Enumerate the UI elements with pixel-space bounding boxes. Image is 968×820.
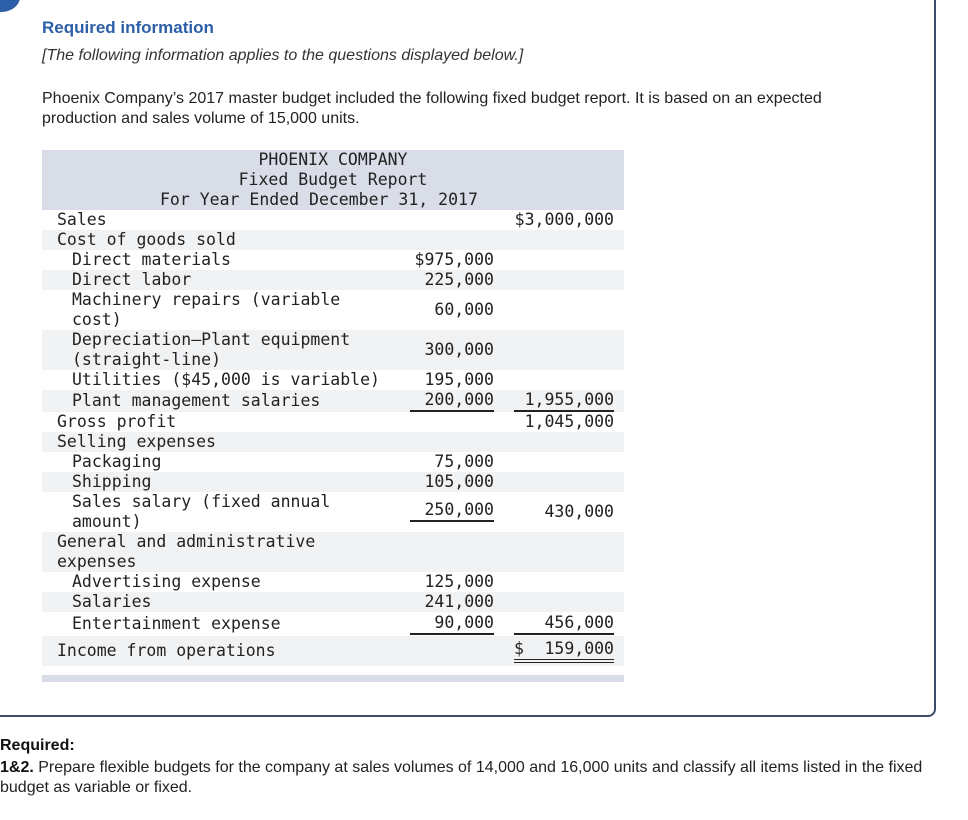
row-cogs <box>42 230 624 250</box>
amount-detail: 200,000 <box>410 390 494 412</box>
amount-detail: 90,000 <box>410 613 494 635</box>
row-plant-management <box>42 390 624 412</box>
amount-detail: $975,000 <box>414 250 494 269</box>
row-advertising <box>42 572 624 592</box>
fixed-budget-report <box>42 150 624 666</box>
row-gross-profit <box>42 412 624 432</box>
task-number: 1&2. <box>0 759 34 776</box>
row-label: Sales salary (fixed annual amount) <box>72 492 341 531</box>
row-label: Advertising expense <box>72 572 261 591</box>
amount-detail: 225,000 <box>424 270 494 289</box>
amount-total: 456,000 <box>514 613 614 635</box>
amount-detail: 125,000 <box>424 572 494 591</box>
row-label: Sales <box>57 210 107 229</box>
amount-detail: 105,000 <box>424 472 494 491</box>
row-depreciation <box>42 330 624 370</box>
row-entertainment <box>42 612 624 636</box>
row-label: Gross profit <box>57 412 177 431</box>
required-heading: Required: <box>0 737 75 754</box>
row-label: Income from operations <box>57 641 276 660</box>
intro-paragraph: Phoenix Company’s 2017 master budget included the following fixed budget report. It is based on an expected production and sales volume of 15,000 units. <box>42 90 822 127</box>
row-label: Utilities ($45,000 is variable) <box>72 370 380 389</box>
task-text <box>0 758 940 798</box>
amount-detail: 241,000 <box>424 592 494 611</box>
amount-total: $3,000,000 <box>514 210 614 229</box>
amount-total: 430,000 <box>544 502 614 521</box>
amount-total: 1,045,000 <box>524 412 614 431</box>
amount-detail: 60,000 <box>434 300 494 319</box>
row-general-admin <box>42 532 624 572</box>
row-label: Entertainment expense <box>72 614 281 633</box>
income-amount: 159,000 <box>544 639 614 658</box>
report-footer-bar <box>42 675 624 682</box>
task-description: Prepare flexible budgets for the company at sales volumes of 14,000 and 16,000 units and classify all items listed in the fixed budget as variable or fixed. <box>0 759 923 796</box>
row-label: Direct materials <box>72 250 231 269</box>
row-salaries <box>42 592 624 612</box>
amount-total: 1,955,000 <box>514 390 614 412</box>
row-packaging <box>42 452 624 472</box>
row-label: Selling expenses <box>57 432 216 451</box>
row-label: Plant management salaries <box>72 391 321 410</box>
row-utilities <box>42 370 624 390</box>
row-label: Depreciation—Plant equipment (straight-line) <box>72 330 361 369</box>
row-machinery-repairs <box>42 290 624 330</box>
amount-detail: 195,000 <box>424 370 494 389</box>
report-header <box>42 150 624 210</box>
row-label: Machinery repairs (variable cost) <box>72 290 351 329</box>
row-sales <box>42 210 624 230</box>
row-label: Cost of goods sold <box>57 230 236 249</box>
row-direct-labor <box>42 270 624 290</box>
amount-detail: 75,000 <box>434 452 494 471</box>
row-label: Salaries <box>72 592 152 611</box>
row-selling-expenses <box>42 432 624 452</box>
amount-detail: 300,000 <box>424 340 494 359</box>
row-label: Direct labor <box>72 270 192 289</box>
row-label: General and administrative expenses <box>57 532 326 571</box>
required-information-heading: Required information <box>42 18 214 37</box>
report-period: For Year Ended December 31, 2017 <box>160 190 478 209</box>
dollar-sign: $ <box>514 639 524 658</box>
report-title: Fixed Budget Report <box>238 170 428 189</box>
amount-detail: 250,000 <box>410 500 494 522</box>
row-sales-salary <box>42 492 624 532</box>
amount-total <box>514 639 614 663</box>
company-name: PHOENIX COMPANY <box>258 150 408 169</box>
applies-note: [The following information applies to the questions displayed below.] <box>42 47 524 64</box>
row-label: Packaging <box>72 452 162 471</box>
row-direct-materials <box>42 250 624 270</box>
row-income-from-operations <box>42 636 624 666</box>
row-label: Shipping <box>72 472 152 491</box>
row-shipping <box>42 472 624 492</box>
